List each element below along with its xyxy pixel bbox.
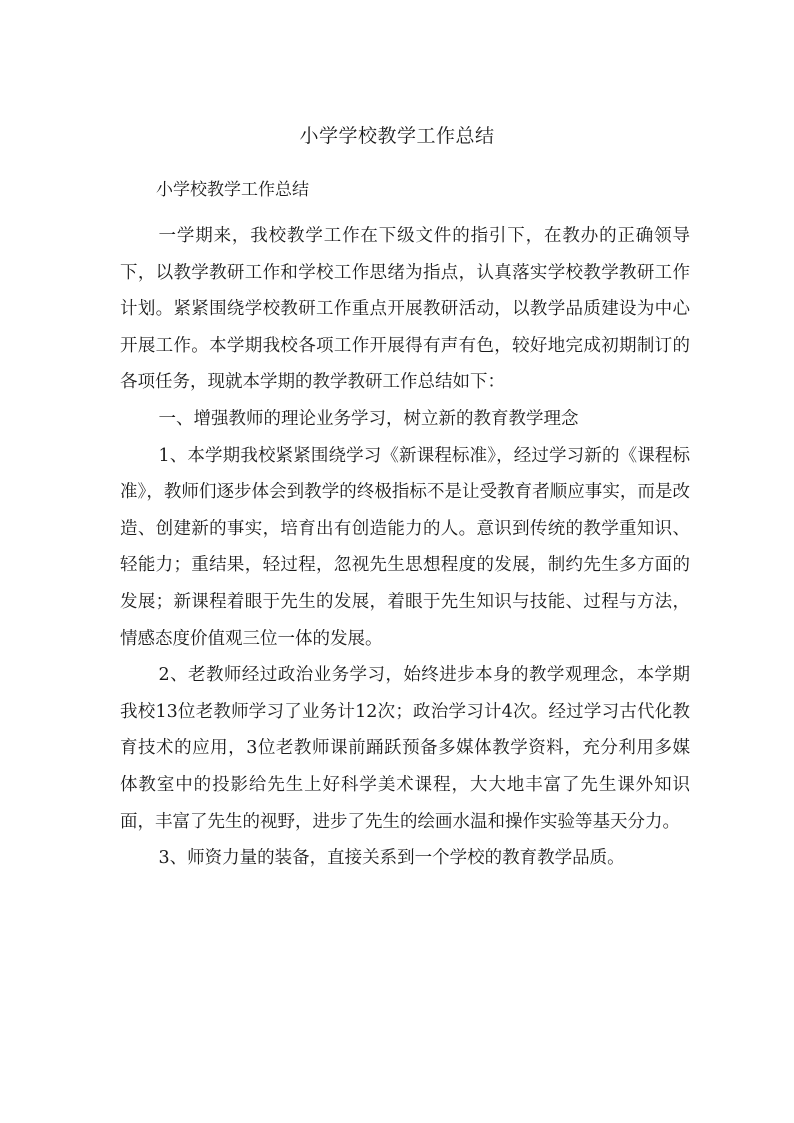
point-1-paragraph: 1、本学期我校紧紧围绕学习《新课程标准》，经过学习新的《课程标准》，教师们逐步体会到教学的终极指标不是让受教育者顺应事实，而是改造、创建新的事实，培育出有创造能力的人。意识到传统的教学重知识、轻能力；重结果，轻过程，忽视先生思想程度的发展，制约先生多方面的发展；新课程着眼于先生的发展，着眼于先生知识与技能、过程与方法，情感态度价值观三位一体的发展。 bbox=[120, 445, 690, 649]
point-2-paragraph: 2、老教师经过政治业务学习，始终进步本身的教学观理念，本学期我校13位老教师学习了业务计12次；政治学习计4次。经过学习古代化教育技术的应用，3位老教师课前踊跃预备多媒体教学资料，充分利用多媒体教室中的投影给先生上好科学美术课程，大大地丰富了先生课外知识面，丰富了先生的视野，进步了先生的绘画水温和操作实验等基天分力。 bbox=[120, 665, 690, 832]
intro-paragraph: 一学期来，我校教学工作在下级文件的指引下，在教办的正确领导下，以教学教研工作和学校工作思绪为指点，认真落实学校教学教研工作计划。紧紧围绕学校教研工作重点开展教研活动，以教学品质建设为中心开展工作。本学期我校各项工作开展得有声有色，较好地完成初期制订的各项任务，现就本学期的教学教研工作总结如下： bbox=[120, 226, 690, 393]
point-3-paragraph: 3、师资力量的装备，直接关系到一个学校的教育教学品质。 bbox=[158, 848, 625, 869]
document-title: 小学学校教学工作总结 bbox=[299, 125, 495, 147]
document-body bbox=[120, 218, 690, 877]
section-heading: 一、增强教师的理论业务学习，树立新的教育教学理念 bbox=[158, 408, 579, 429]
document-subtitle: 小学校教学工作总结 bbox=[156, 180, 309, 200]
